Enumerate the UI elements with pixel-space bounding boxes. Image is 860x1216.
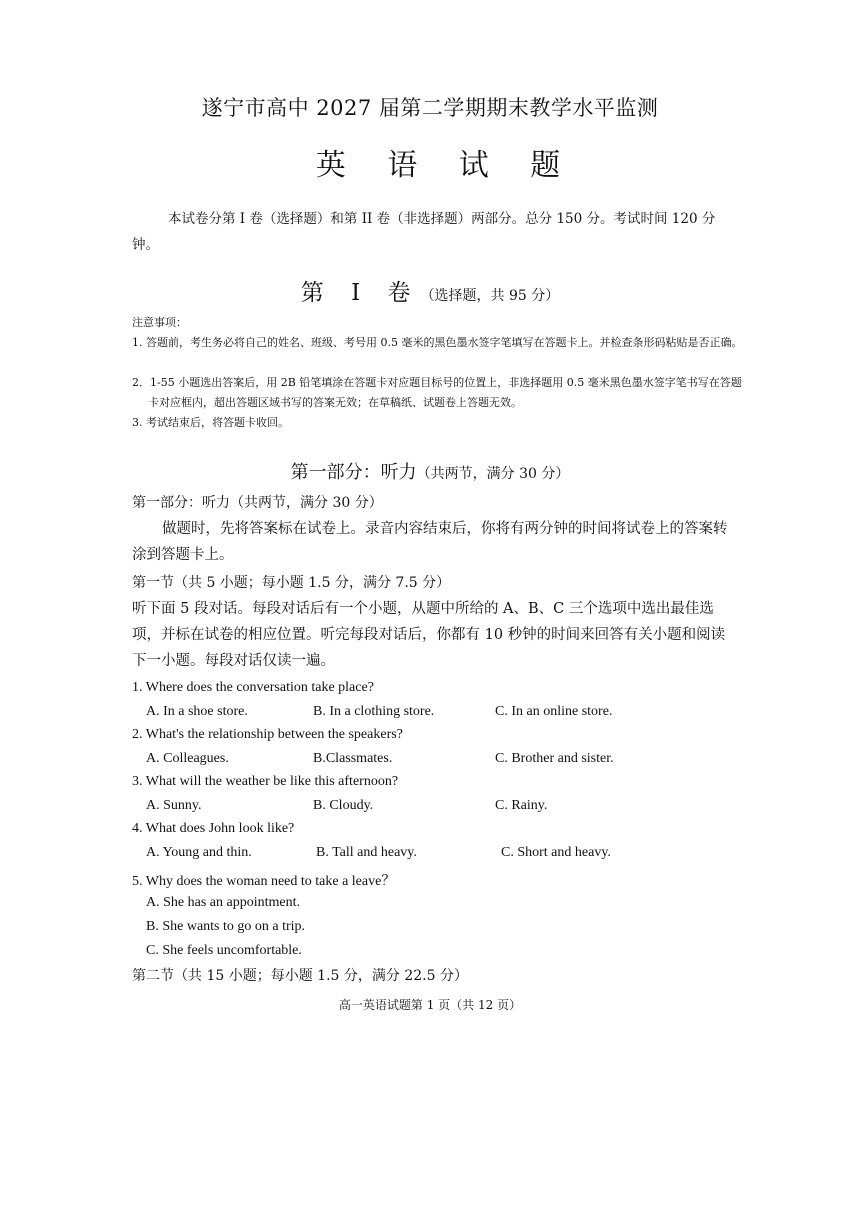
question-stem: 5. Why does the woman need to take a leave？: [132, 874, 396, 889]
option-b: B. In a clothing store.: [313, 704, 435, 719]
option-a: A. Young and thin.: [146, 845, 252, 860]
option-a: A. In a shoe store.: [146, 704, 248, 719]
option-c: C. Short and heavy.: [501, 845, 611, 860]
question-stem: 2. What's the relationship between the speakers?: [132, 727, 403, 742]
subject-title: 英 语 试 题: [315, 148, 577, 183]
note-item: 2．1-55 小题选出答案后，用 2B 铅笔填涂在答题卡对应题目标号的位置上，非选择题用 0.5 毫米黑色墨水签字笔书写在答题卡对应框内，超出答题区域书写的答案无效；在草稿纸、试题卷上答题无效。: [132, 376, 742, 409]
part-one-title-main: 第一部分：听力: [290, 462, 417, 483]
part-one-title: [0, 458, 860, 484]
option-c: C. Rainy.: [495, 798, 548, 813]
option-c: C. In an online store.: [495, 704, 613, 719]
option-a: A. Sunny.: [146, 798, 202, 813]
exam-header: 遂宁市高中 2027 届第二学期期末教学水平监测: [201, 96, 659, 120]
part-one-title-sub: （共两节，满分 30 分）: [416, 466, 570, 482]
volume-title: [0, 274, 860, 307]
option-c: C. She feels uncomfortable.: [146, 943, 302, 958]
option-a: A. Colleagues.: [146, 751, 229, 766]
question-stem: 3. What will the weather be like this afternoon?: [132, 774, 399, 789]
section-one-title: 第一节（共 5 小题；每小题 1.5 分，满分 7.5 分）: [132, 575, 451, 591]
section-two-title: 第二节（共 15 小题；每小题 1.5 分，满分 22.5 分）: [132, 968, 468, 984]
note-item: 3. 考试结束后，将答题卡收回。: [132, 416, 289, 429]
option-a: A. She has an appointment.: [146, 895, 300, 910]
note-item: 1. 答题前，考生务必将自己的姓名、班级、考号用 0.5 毫米的黑色墨水签字笔填写在答题卡上。并检查条形码粘贴是否正确。: [132, 336, 743, 349]
notes-title: 注意事项：: [132, 316, 187, 329]
volume-title-main: 第 I 卷: [300, 280, 421, 306]
question-stem: 4. What does John look like?: [132, 821, 295, 836]
option-c: C. Brother and sister.: [495, 751, 614, 766]
intro-paragraph: 本试卷分第 I 卷（选择题）和第 II 卷（非选择题）两部分。总分 150 分。考试时间 120 分钟。: [132, 211, 716, 253]
option-b: B. Cloudy.: [313, 798, 374, 813]
question-stem: 1. Where does the conversation take place?: [132, 680, 374, 695]
option-b: B. Tall and heavy.: [316, 845, 417, 860]
section-one-instructions: 听下面 5 段对话。每段对话后有一个小题，从题中所给的 A、B、C 三个选项中选出最佳选项，并标在试卷的相应位置。听完每段对话后，你都有 10 秒钟的时间来回答有关小题和阅读下一小题。每段对话仅读一遍。: [132, 601, 726, 669]
page-footer: 高一英语试题第 1 页（共 12 页）: [338, 998, 522, 1012]
option-b: B.Classmates.: [313, 751, 393, 766]
option-b: B. She wants to go on a trip.: [146, 919, 306, 934]
volume-title-sub: （选择题，共 95 分）: [420, 288, 560, 304]
listening-instructions: 做题时，先将答案标在试卷上。录音内容结束后，你将有两分钟的时间将试卷上的答案转涂到答题卡上。: [132, 521, 728, 563]
part-one-repeat: 第一部分：听力（共两节，满分 30 分）: [132, 495, 383, 511]
